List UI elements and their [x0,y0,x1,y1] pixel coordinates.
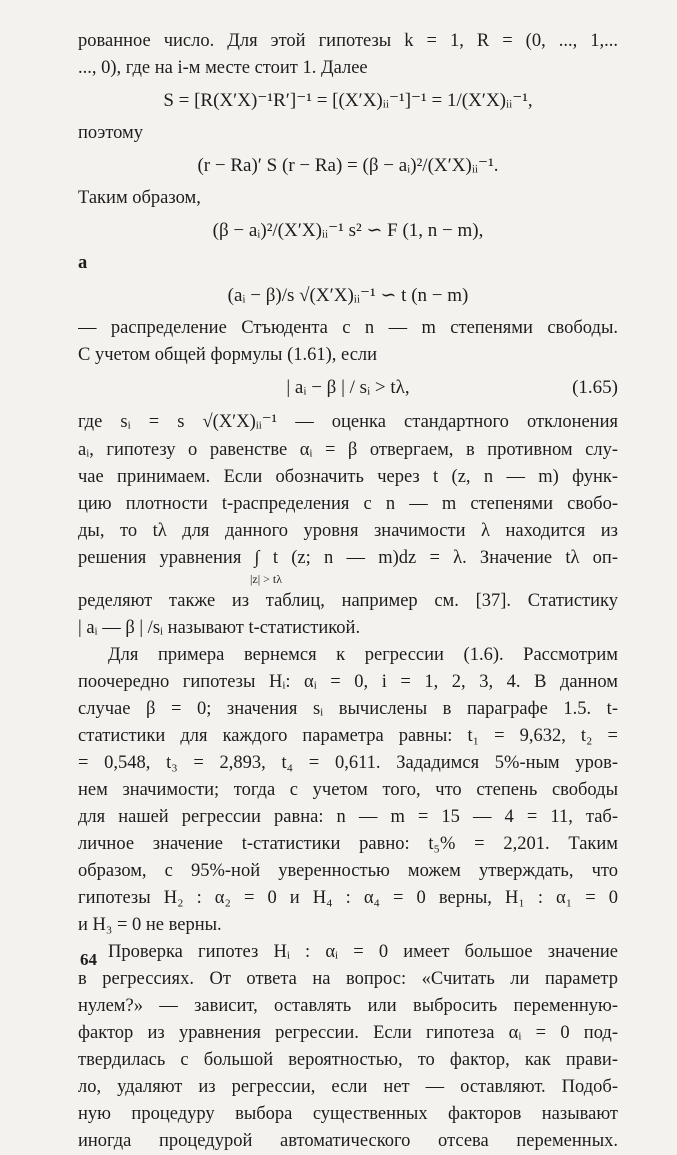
text-line: | aᵢ — β | /sᵢ называют t-статистикой. [78,618,361,638]
text-line: статистики для каждого параметра равны: t₁ = 9,632, t₂ = [78,726,618,746]
text-line: Таким образом, [78,188,201,208]
text-line: поочередно гипотезы Hᵢ: αᵢ = 0, i = 1, 2, 3, 4. В данном [78,672,618,692]
text-line: aᵢ, гипотезу о равенстве αᵢ = β отвергаем, в противном слу- [78,440,618,460]
text-line: Для примера вернемся к регрессии (1.6). Рассмотрим [108,645,618,665]
text-line: иногда процедурой автоматического отсева переменных. [78,1131,618,1151]
formula-s: S = [R(X′X)⁻¹R′]⁻¹ = [(X′X)ᵢᵢ⁻¹]⁻¹ = 1/(X′X)ᵢᵢ⁻¹, [163,90,533,111]
equation-number: (1.65) [572,377,618,398]
page-number: 64 [80,950,97,969]
text-line: рованное число. Для этой гипотезы k = 1, R = (0, ..., 1,... [78,31,618,51]
text-line: ную процедуру выбора существенных факторов называют [78,1104,618,1124]
text-line: — распределение Стъюдента с n — m степенями свободы. [78,318,618,338]
text-line: гипотезы H₂ : α₂ = 0 и H₄ : α₄ = 0 верны, H₁ : α₁ = 0 [78,888,618,908]
page-body [78,28,618,1155]
text-line: ды, то tλ для данного уровня значимости λ находится из [78,521,618,541]
text-line: ло, удаляют из регрессии, если нет — оставляют. Подоб- [78,1077,618,1097]
text-line: ..., 0), где на i-м месте стоит 1. Далее [78,58,368,78]
text-line: фактор из уравнения регрессии. Если гипотеза αᵢ = 0 под- [78,1023,618,1043]
text-line: ределяют также из таблиц, например см. [37]. Статистику [78,591,618,611]
text-line: С учетом общей формулы (1.61), если [78,345,378,365]
text-line: для нашей регрессии равна: n — m = 15 — 4 = 11, таб- [78,807,618,827]
integral-limit: |z| > tλ [250,572,283,586]
formula-t: (aᵢ − β)/s √(X′X)ᵢᵢ⁻¹ ∽ t (n − m) [227,285,469,306]
text-line: нем значимости; тогда с учетом того, что степень свободы [78,780,618,800]
text-line: образом, с 95%-ной уверенностью можем утверждать, что [78,861,618,881]
formula-165 [78,369,618,407]
formula-165-body: | aᵢ − β | / sᵢ > tλ, [286,377,410,398]
text-line: твердилась с большой вероятностью, то фактор, как прави- [78,1050,618,1070]
text-line: чае принимаем. Если обозначить через t (z, n — m) функ- [78,467,618,487]
text-line: где sᵢ = s √(X′X)ᵢᵢ⁻¹ — оценка стандартного отклонения [78,412,618,432]
text-line: личное значение t-статистики равно: t₅% = 2,201. Таким [78,834,618,854]
text-line: случае β = 0; значения sᵢ вычислены в параграфе 1.5. t- [78,699,618,719]
text-line: Проверка гипотез Hᵢ : αᵢ = 0 имеет большое значение [108,942,618,962]
text-line: = 0,548, t₃ = 2,893, t₄ = 0,611. Зададимся 5%-ным уров- [78,753,618,773]
text-line: и H₃ = 0 не верны. [78,915,222,935]
formula-f: (β − aᵢ)²/(X′X)ᵢᵢ⁻¹ s² ∽ F (1, n − m), [212,220,484,241]
text-line: решения уравнения ∫ t (z; n — m)dz = λ. Значение tλ оп- [78,548,618,568]
text-line: нулем?» — зависит, оставлять или выбросить переменную- [78,996,618,1016]
text-line: в регрессиях. От ответа на вопрос: «Считать ли параметр [78,969,618,989]
formula-r: (r − Ra)′ S (r − Ra) = (β − aᵢ)²/(X′X)ᵢᵢ⁻¹. [197,155,499,176]
text-line: поэтому [78,123,144,143]
text-line: а [78,253,88,273]
text-line: цию плотности t-распределения с n — m степенями свобо- [78,494,618,514]
